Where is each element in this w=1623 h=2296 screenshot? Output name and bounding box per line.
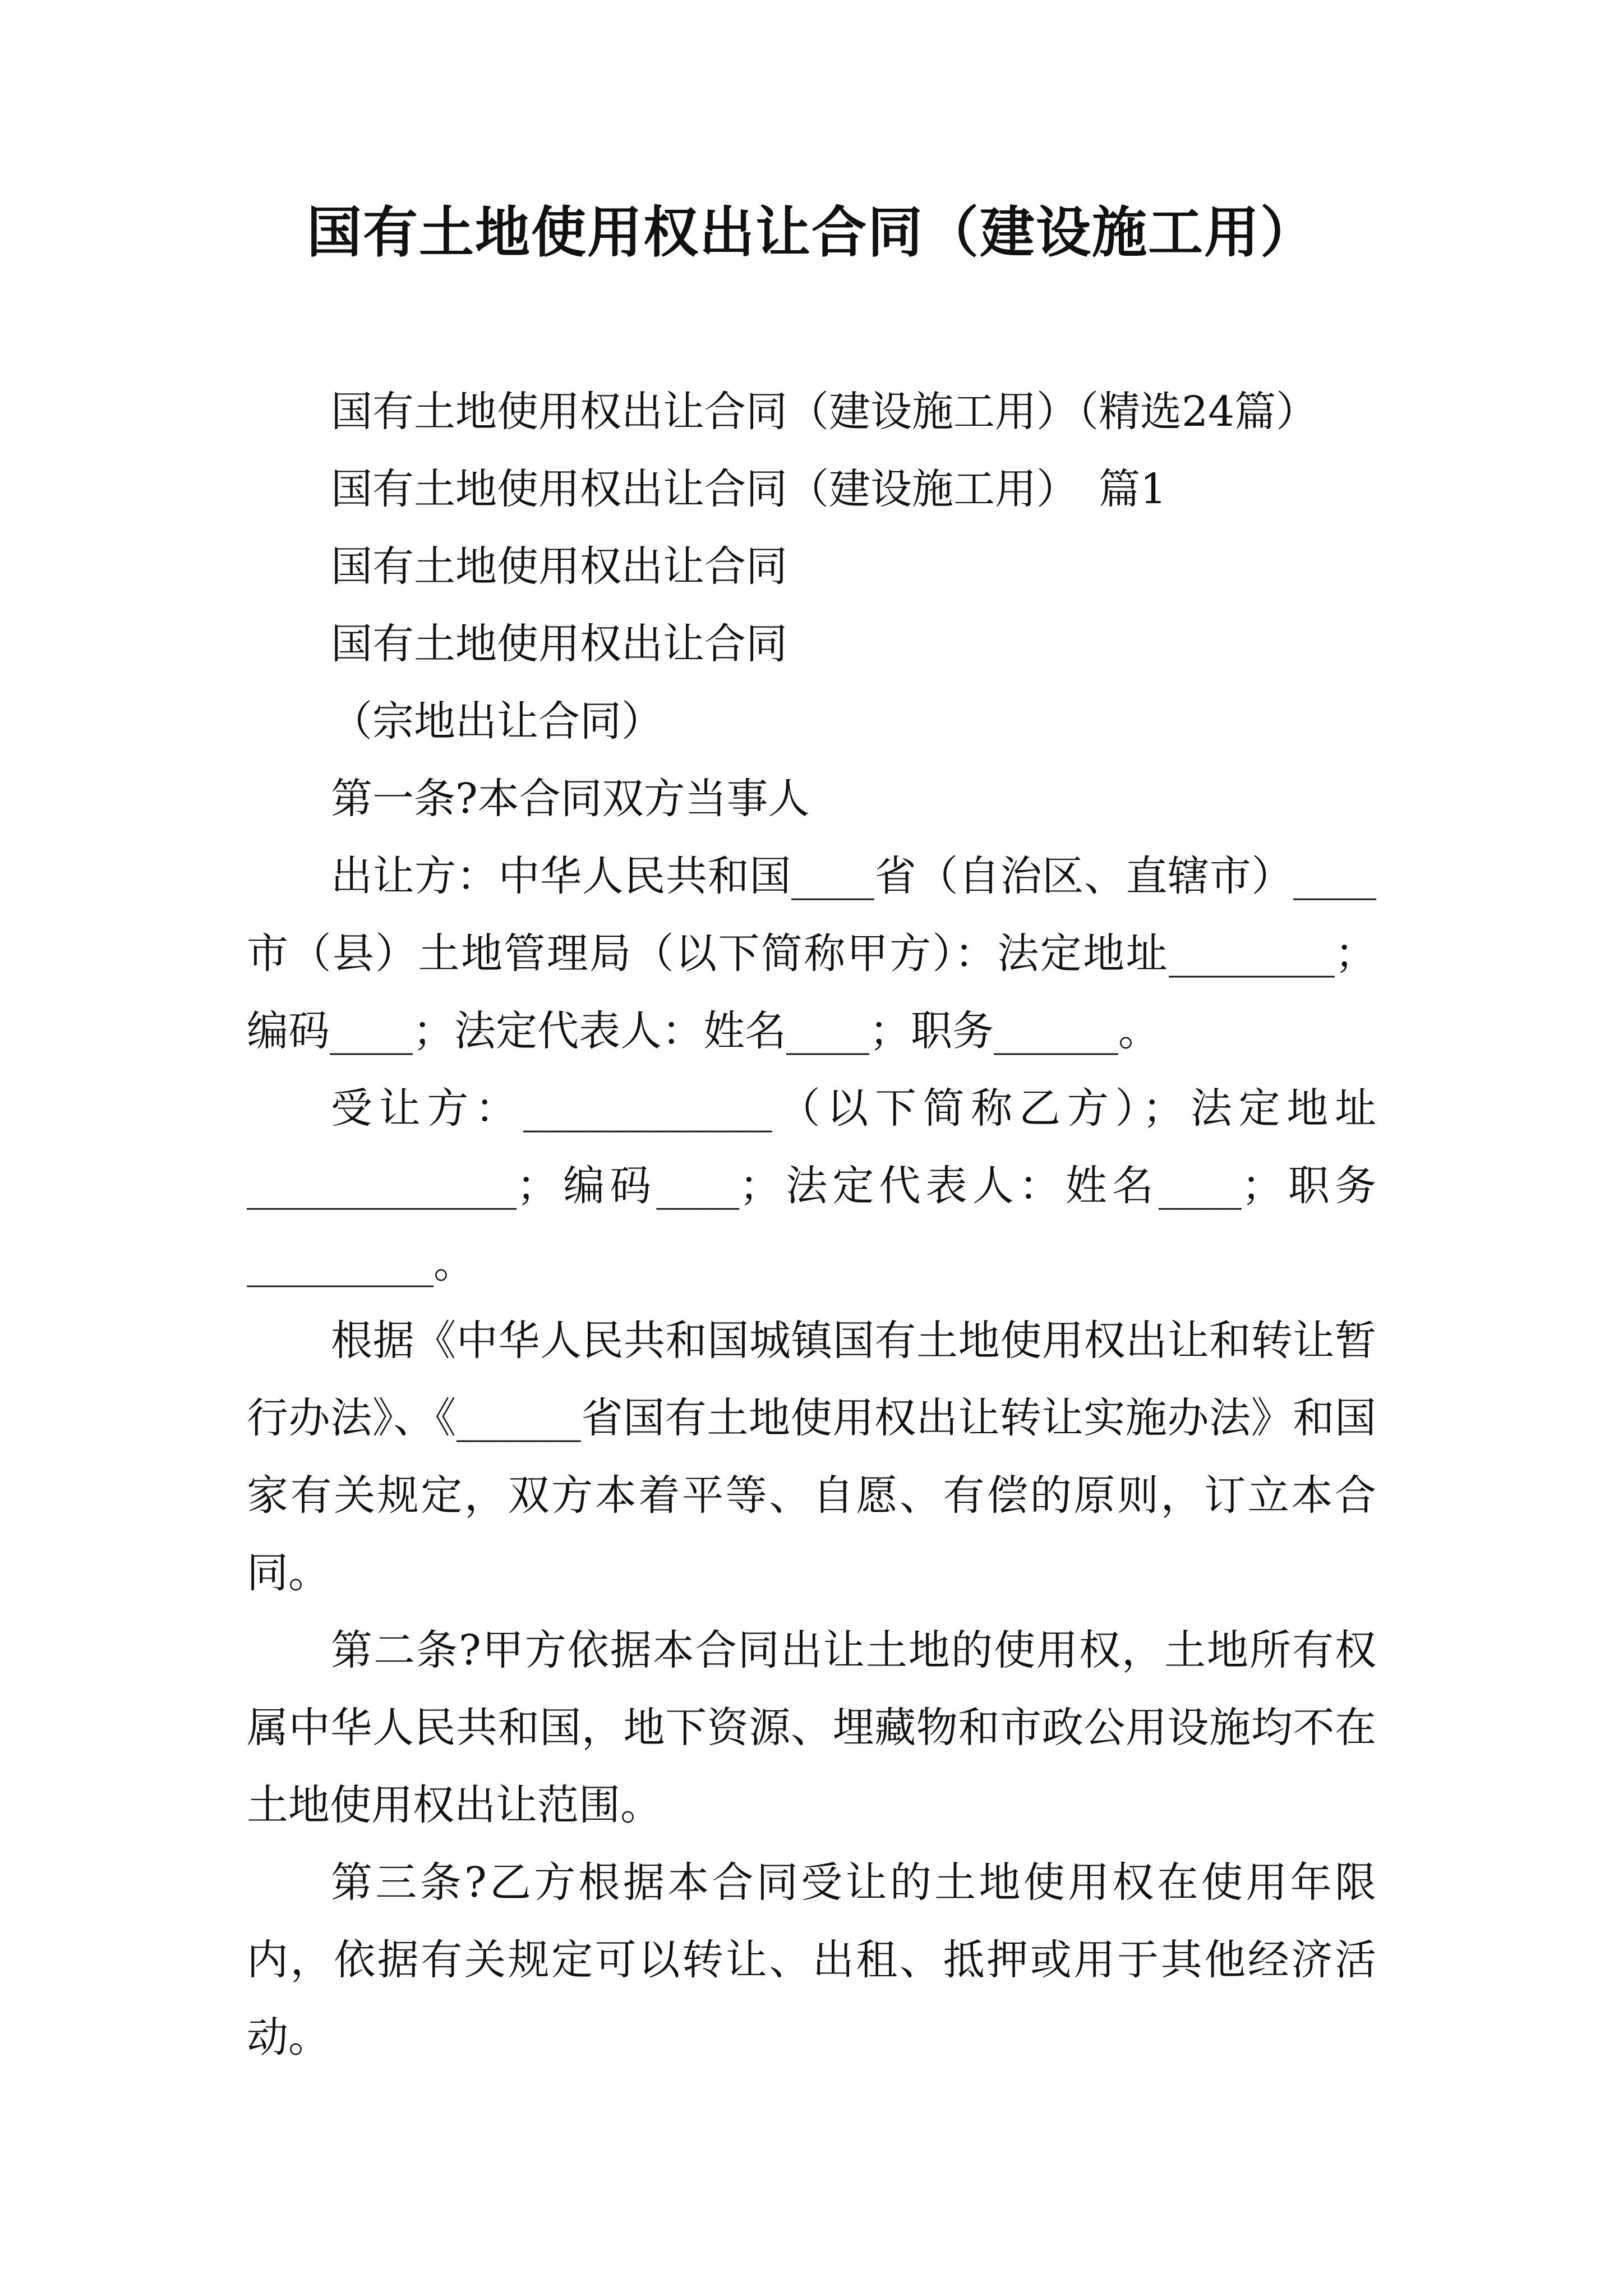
document-body	[247, 373, 1376, 2076]
paragraph-grantor: 出让方：中华人民共和国____省（自治区、直辖市）____市（县）土地管理局（以下简称甲方）：法定地址________；编码____；法定代表人：姓名____；职务______。	[247, 852, 1376, 1055]
subtitle-line: 国有土地使用权出让合同（建设施工用）（精选24篇）	[331, 388, 1318, 436]
paragraph-legal-basis: 根据《中华人民共和国城镇国有土地使用权出让和转让暂行办法》、《______省国有土地使用权出让转让实施办法》和国家有关规定，双方本着平等、自愿、有偿的原则，订立本合同。	[247, 1317, 1376, 1597]
contract-name-line: 国有土地使用权出让合同	[331, 620, 787, 668]
article-heading: 第一条?本合同双方当事人	[331, 775, 810, 823]
section-heading: 国有土地使用权出让合同（建设施工用） 篇1	[331, 465, 1167, 513]
document-title: 国有土地使用权出让合同（建设施工用）	[306, 201, 1316, 265]
paragraph-grantee: 受让方：____________（以下简称乙方）；法定地址_____________；编码____；法定代表人：姓名____；职务_________。	[247, 1084, 1376, 1287]
contract-name-line: 国有土地使用权出让合同	[331, 542, 787, 591]
paragraph-article-2: 第二条?甲方依据本合同出让土地的使用权，土地所有权属中华人民共和国，地下资源、埋藏物和市政公用设施均不在土地使用权出让范围。	[247, 1626, 1376, 1829]
paragraph-article-3: 第三条?乙方根据本合同受让的土地使用权在使用年限内，依据有关规定可以转让、出租、抵押或用于其他经济活动。	[247, 1858, 1376, 2062]
contract-type-line: （宗地出让合同）	[331, 697, 663, 746]
